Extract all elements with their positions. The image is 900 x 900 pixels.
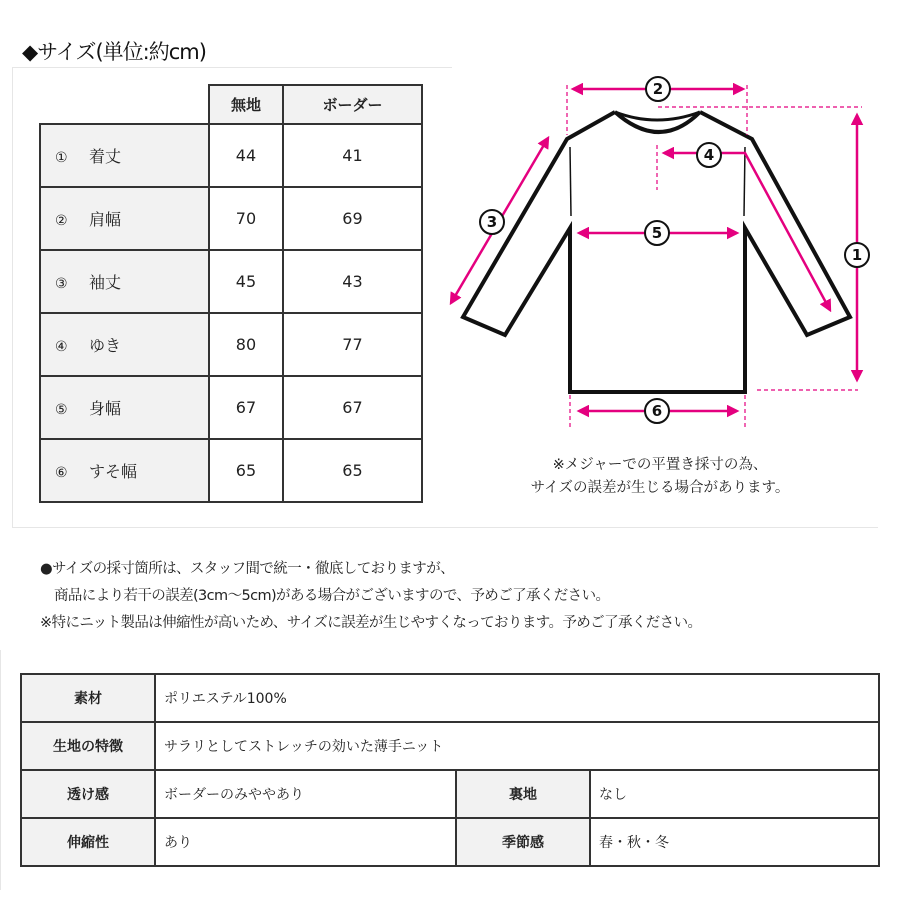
measurement-name: 着丈 — [89, 147, 122, 166]
season-value: 春・秋・冬 — [590, 818, 879, 866]
page-title: ◆サイズ(単位:約cm) — [22, 40, 206, 64]
note-line: ※メジャーでの平置き採寸の為、 — [552, 457, 768, 473]
border-value: 69 — [283, 187, 422, 250]
material-label: 素材 — [21, 674, 155, 722]
sheer-label: 透け感 — [21, 770, 155, 818]
column-header-plain: 無地 — [209, 85, 283, 124]
column-header-border: ボーダー — [283, 85, 422, 124]
border-value: 77 — [283, 313, 422, 376]
note-line: ※特にニット製品は伸縮性が高いため、サイズに誤差が生じやすくなっております。予めご了承ください。 — [40, 615, 702, 631]
plain-value: 65 — [209, 439, 283, 502]
stretch-label: 伸縮性 — [21, 818, 155, 866]
border-value: 65 — [283, 439, 422, 502]
note-line: ●サイズの採寸箇所は、スタッフ間で統一・徹底しておりますが、 — [40, 561, 454, 577]
plain-value: 44 — [209, 124, 283, 187]
measurement-name: ゆき — [89, 336, 122, 355]
note-line: 商品により若干の誤差(3cm〜5cm)がある場合がございますので、予めご了承ください。 — [54, 588, 610, 604]
measurement-name: 肩幅 — [89, 210, 122, 229]
table-row — [21, 818, 879, 866]
border-value: 67 — [283, 376, 422, 439]
table-row — [21, 722, 879, 770]
measurement-name: 袖丈 — [89, 273, 122, 292]
marker-5: 5 — [644, 220, 670, 246]
stretch-value: あり — [155, 818, 456, 866]
border-value: 43 — [283, 250, 422, 313]
marker-2: 2 — [645, 76, 671, 102]
plain-value: 45 — [209, 250, 283, 313]
marker-3: 3 — [479, 209, 505, 235]
border-value: 41 — [283, 124, 422, 187]
fabric-value: サラリとしてストレッチの効いた薄手ニット — [155, 722, 879, 770]
row-number: ② — [55, 213, 68, 229]
plain-value: 70 — [209, 187, 283, 250]
marker-4: 4 — [696, 142, 722, 168]
measurement-name: 身幅 — [89, 399, 122, 418]
marker-6: 6 — [644, 398, 670, 424]
row-number: ① — [55, 150, 68, 166]
lining-label: 裏地 — [456, 770, 590, 818]
row-number: ④ — [55, 339, 68, 355]
spec-table — [20, 673, 880, 867]
marker-1: 1 — [844, 242, 870, 268]
plain-value: 80 — [209, 313, 283, 376]
note-line: サイズの誤差が生じる場合があります。 — [530, 480, 790, 496]
sheer-value: ボーダーのみややあり — [155, 770, 456, 818]
plain-value: 67 — [209, 376, 283, 439]
season-label: 季節感 — [456, 818, 590, 866]
row-number: ⑥ — [55, 465, 68, 481]
measurement-name: すそ幅 — [89, 462, 138, 481]
material-value: ポリエステル100% — [155, 674, 879, 722]
row-number: ③ — [55, 276, 68, 292]
table-row — [21, 674, 879, 722]
row-number: ⑤ — [55, 402, 68, 418]
lining-value: なし — [590, 770, 879, 818]
measurement-notes — [40, 556, 701, 637]
measure-arrows — [451, 89, 857, 411]
fabric-label: 生地の特徴 — [21, 722, 155, 770]
diagram-note — [480, 454, 840, 500]
table-row — [21, 770, 879, 818]
